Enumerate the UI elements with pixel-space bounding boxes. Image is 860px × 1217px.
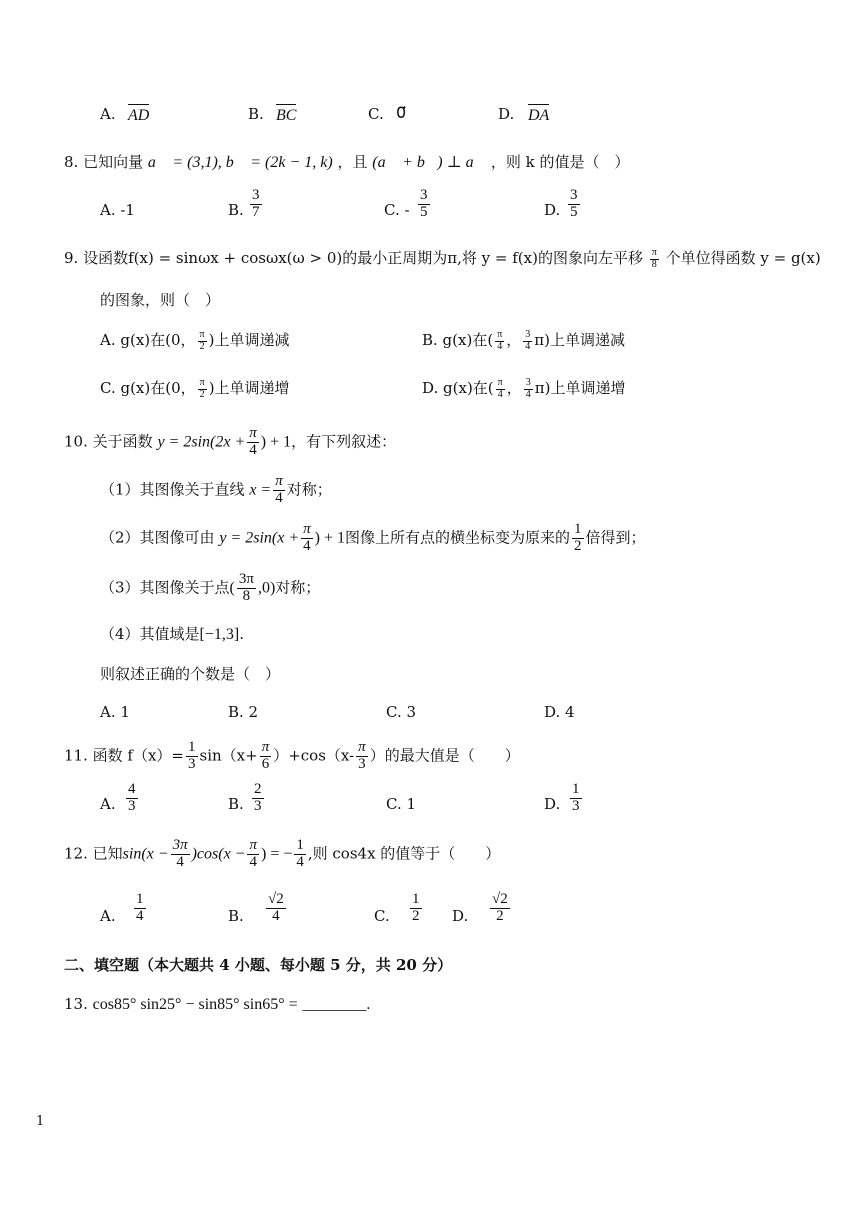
q10-s3-den: 8 — [242, 587, 251, 604]
q10-s1-x: x = — [249, 481, 272, 499]
q13-expression: cos85° sin25° − sin85° sin65° = — [92, 996, 298, 1013]
q8-option-b-fraction — [250, 188, 262, 221]
q10-statement-2 — [100, 522, 646, 555]
q9-option-d-den2: 4 — [525, 388, 531, 400]
q9-option-c-post: )上单调递增 — [208, 379, 290, 397]
q12-option-a-den: 4 — [136, 907, 144, 924]
q8-text-pre: 已知向量 — [83, 153, 144, 171]
q7-option-b-value: BC — [276, 104, 296, 126]
q10-s2-func-den: 4 — [303, 537, 311, 554]
q12-option-b-fraction — [266, 892, 286, 925]
q8-number: 8. — [64, 153, 79, 171]
q11-option-a-den: 3 — [128, 797, 136, 814]
q8-text-mid: ，且 — [337, 153, 368, 171]
q10-s3-post: 对称； — [275, 578, 321, 597]
q10-func-num: π — [249, 425, 257, 441]
q9-option-a-num: π — [199, 329, 205, 340]
q10-s4-pre: （4）其值域是 — [100, 625, 200, 643]
q9-option-c-num: π — [199, 377, 205, 388]
q11-option-b-label: B. — [228, 795, 244, 813]
q8-options — [100, 188, 660, 234]
q10-option-b: B. 2 — [228, 703, 259, 721]
q12-option-b-num: √2 — [268, 891, 284, 907]
q12-option-c-num: 1 — [412, 891, 420, 907]
q9-line1: 设函数f(x) = sinωx + cosωx(ω > 0)的最小正周期为π,将 y = f(x)的图象向左平移 — [83, 249, 643, 267]
q11-option-b-den: 3 — [254, 797, 262, 814]
q12-frac-1-den: 4 — [176, 853, 184, 870]
q11-sin-num: π — [261, 739, 270, 755]
q9-option-b-num2: 3 — [525, 329, 531, 340]
q12-frac-2 — [247, 838, 259, 871]
q9-option-b-den2: 4 — [525, 340, 531, 352]
q7-option-c-value: 0⃗ — [396, 105, 407, 122]
q8-option-d-fraction — [568, 188, 580, 221]
q7-option-b-label: B. — [248, 105, 264, 123]
q9-stem-line1 — [64, 248, 821, 270]
q10-func-fraction — [247, 426, 259, 459]
q8-option-b-num: 3 — [252, 187, 260, 203]
q12-option-d-num: √2 — [492, 891, 508, 907]
q12-option-a-fraction — [134, 892, 146, 925]
section-2-heading: 二、填空题（本大题共 4 小题、每小题 5 分，共 20 分） — [64, 956, 453, 974]
q9-option-c-den: 2 — [199, 388, 205, 400]
q10-statement-4 — [100, 624, 244, 645]
q12-option-c-fraction — [410, 892, 422, 925]
q7-option-c-label: C. — [368, 105, 384, 123]
q10-options — [100, 702, 620, 724]
q11-option-d-den: 3 — [572, 797, 580, 814]
q12-frac-3 — [294, 838, 306, 871]
q12-option-c-den: 2 — [412, 907, 420, 924]
q10-intro-pre: 关于函数 — [92, 432, 153, 451]
q11-option-c: C. 1 — [386, 795, 417, 813]
q7-option-a-label: A. — [100, 105, 116, 123]
q12-expr-3: ) = − — [260, 845, 293, 863]
q10-s2-post: 倍得到； — [585, 528, 646, 547]
q11-cos-fraction — [356, 740, 368, 773]
q9-option-a-den: 2 — [199, 340, 205, 352]
q11-coef-fraction — [186, 740, 198, 773]
q11-coef-num: 1 — [188, 739, 196, 755]
q10-func-post: ) + 1 — [260, 433, 292, 451]
q9-option-b — [422, 330, 625, 352]
q10-s2-func-fraction — [301, 522, 313, 555]
q9-option-d-mid: ， — [506, 379, 522, 397]
q11-cos-pre: ）+cos（x- — [273, 746, 355, 765]
q10-s3-num: 3π — [238, 571, 254, 587]
q10-s1-den: 4 — [275, 489, 283, 506]
q11-cos-num: π — [358, 739, 366, 755]
q9-option-a-pre: A. g(x)在(0， — [100, 331, 196, 349]
q8-option-d-label: D. — [544, 201, 561, 219]
q12-option-d-fraction — [490, 892, 510, 925]
q10-s1-fraction — [273, 474, 285, 507]
q8-option-d-den: 5 — [570, 203, 578, 220]
q8-option-b-den: 7 — [252, 203, 260, 220]
q13-stem — [64, 994, 370, 1015]
q12-frac-2-den: 4 — [249, 853, 257, 870]
q10-s2-func-num: π — [303, 521, 311, 537]
q12-frac-3-num: 1 — [296, 837, 304, 853]
q10-stem — [64, 426, 396, 459]
q10-s2-fraction — [572, 522, 584, 555]
q8-stem — [64, 152, 630, 173]
q12-option-b-den: 4 — [272, 907, 280, 924]
q12-option-a-num: 1 — [136, 891, 144, 907]
q9-option-d-den1: 4 — [497, 388, 503, 400]
q9-option-b-fraction1 — [495, 330, 504, 352]
q9-option-c-fraction — [198, 378, 207, 400]
q11-options — [100, 782, 620, 828]
q8-option-a: A. -1 — [100, 201, 135, 219]
q10-statement-3 — [100, 572, 320, 605]
q12-options — [100, 892, 560, 938]
q12-frac-1 — [171, 838, 190, 871]
q12-option-c-label: C. — [374, 907, 390, 925]
q12-option-b-label: B. — [228, 907, 244, 925]
q11-post: ）的最大值是（ ） — [369, 746, 520, 765]
q11-stem — [64, 740, 520, 773]
q12-expr-1: sin(x − — [122, 845, 169, 863]
q11-sin-fraction — [260, 740, 272, 773]
q11-number: 11. — [64, 746, 88, 765]
q9-option-d-pre: D. g(x)在( — [422, 379, 494, 397]
q9-option-a-fraction — [198, 330, 207, 352]
q12-option-d-label: D. — [452, 907, 469, 925]
q8-option-b-label: B. — [228, 201, 244, 219]
q10-s4-value: [−1,3] — [199, 626, 240, 643]
q9-line2-text: 的图象，则（ ） — [100, 291, 221, 309]
q10-question-text: 则叙述正确的个数是（ ） — [100, 665, 281, 683]
q10-s3-paren-open: ( — [229, 579, 235, 597]
q9-shift-num: π — [651, 247, 657, 258]
q12-option-d-den: 2 — [496, 907, 504, 924]
q9-line1-end: 个单位得函数 y = g(x) — [665, 249, 821, 267]
q9-option-b-mid: ， — [506, 331, 522, 349]
q10-s1-pre: （1）其图像关于直线 — [100, 480, 245, 499]
q10-s1-post: 对称； — [286, 480, 332, 499]
q9-option-c-pre: C. g(x)在(0， — [100, 379, 196, 397]
q7-options — [100, 104, 700, 126]
q11-option-a-label: A. — [100, 795, 116, 813]
q11-option-d-fraction — [570, 782, 582, 815]
q9-shift-fraction — [650, 248, 659, 270]
q11-option-b-num: 2 — [254, 781, 262, 797]
q10-s4-post: . — [239, 625, 245, 643]
q11-option-a-fraction — [126, 782, 138, 815]
q10-question — [100, 664, 280, 684]
q10-s2-func-pre: y = 2sin(x + — [219, 529, 300, 547]
q9-option-b-den1: 4 — [497, 340, 503, 352]
q12-stem — [64, 838, 500, 871]
q9-option-a — [100, 330, 289, 352]
q10-option-c: C. 3 — [386, 703, 417, 721]
q9-option-a-post: )上单调递减 — [208, 331, 290, 349]
q10-s3-fraction — [237, 572, 256, 605]
q11-option-d-label: D. — [544, 795, 561, 813]
q8-option-c-den: 5 — [420, 203, 428, 220]
q10-s2-mid: 图像上所有点的横坐标变为原来的 — [345, 528, 571, 547]
q10-s3-paren-close: ,0) — [257, 579, 276, 597]
q8-option-c-label: C. - — [384, 201, 410, 219]
q12-frac-1-num: 3π — [172, 837, 188, 853]
q11-option-b-fraction — [252, 782, 264, 815]
q9-option-d-num2: 3 — [525, 377, 531, 388]
q9-option-b-post: π)上单调递减 — [534, 331, 625, 349]
q11-pre: 函数 f（x）= — [92, 746, 184, 765]
q10-option-d: D. 4 — [544, 703, 575, 721]
q9-option-d — [422, 378, 625, 400]
page-number: 1 — [36, 1114, 45, 1129]
q12-post: ,则 cos4x 的值等于（ ） — [307, 844, 501, 863]
q10-s2-pre: （2）其图像可由 — [100, 528, 215, 547]
q11-coef-den: 3 — [188, 755, 196, 772]
q10-func-pre: y = 2sin(2x + — [157, 433, 246, 451]
q8-option-c-num: 3 — [420, 187, 428, 203]
q10-option-a: A. 1 — [100, 703, 130, 721]
q9-option-b-num1: π — [497, 329, 503, 340]
q8-option-c-fraction — [418, 188, 430, 221]
q10-s2-num: 1 — [574, 521, 582, 537]
q11-option-a-num: 4 — [128, 781, 136, 797]
q10-s2-func-post: ) + 1 — [314, 529, 345, 547]
q9-option-d-post: π)上单调递增 — [534, 379, 626, 397]
q8-vectors: a⃗ = (3,1), b⃗ = (2k − 1, k) — [147, 154, 333, 171]
q10-statement-1 — [100, 474, 332, 507]
q10-func-den: 4 — [249, 441, 257, 458]
q10-intro-post: ，有下列叙述： — [291, 432, 397, 451]
q9-option-b-pre: B. g(x)在( — [422, 331, 494, 349]
q12-pre: 已知 — [92, 844, 123, 863]
q12-expr-2: )cos(x − — [191, 845, 246, 863]
q10-s3-pre: （3）其图像关于点 — [100, 578, 230, 597]
q9-shift-den: 8 — [651, 258, 657, 270]
q8-text-post: ，则 k 的值是（ ） — [490, 153, 630, 171]
q7-option-a-value: AD — [128, 104, 149, 126]
q10-s2-den: 2 — [574, 537, 582, 554]
q11-cos-den: 3 — [358, 755, 366, 772]
q10-number: 10. — [64, 432, 88, 451]
q11-sin-pre: sin（x+ — [199, 746, 258, 765]
q8-option-d-num: 3 — [570, 187, 578, 203]
q12-frac-2-num: π — [249, 837, 257, 853]
q12-number: 12. — [64, 844, 88, 863]
q9-option-b-fraction2 — [523, 330, 532, 352]
q9-option-d-fraction1 — [496, 378, 505, 400]
q8-condition: (a⃗ + b⃗) ⊥ a⃗ — [372, 154, 487, 171]
q9-number: 9. — [64, 249, 79, 267]
q9-option-c — [100, 378, 290, 400]
q9-option-d-fraction2 — [524, 378, 533, 400]
q10-s1-num: π — [275, 473, 283, 489]
q11-sin-den: 6 — [261, 755, 270, 772]
q7-option-d-label: D. — [498, 105, 515, 123]
q7-option-d-value: DA — [528, 104, 549, 126]
q13-answer-blank: ________. — [302, 996, 371, 1013]
q9-stem-line2 — [100, 290, 220, 310]
q9-option-d-num1: π — [497, 377, 503, 388]
q13-number: 13. — [64, 995, 88, 1013]
q12-frac-3-den: 4 — [296, 853, 304, 870]
q11-option-d-num: 1 — [572, 781, 580, 797]
q12-option-a-label: A. — [100, 907, 116, 925]
